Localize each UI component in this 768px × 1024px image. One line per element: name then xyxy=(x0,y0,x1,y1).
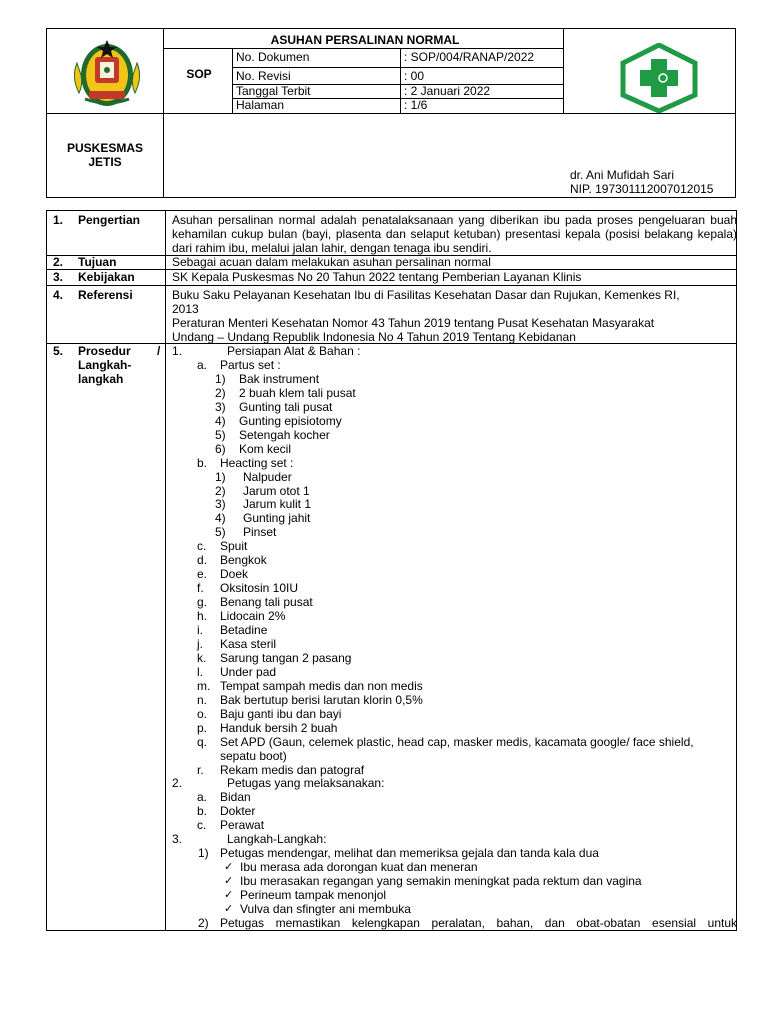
procedure-text: Pinset xyxy=(243,525,277,540)
meta-row-revision xyxy=(232,69,562,83)
procedure-text: Gunting episiotomy xyxy=(239,413,342,428)
pengertian-text: Asuhan persalinan normal adalah penatalaksanaan yang diberikan ibu pada proses pengeluaran buah kehamilan cukup bulan (bayi, plasenta dan selaput ketuban) presentasi kepala (posisi belakang kepala) dari rahim ibu, melalui jalan lahir, dengan tenaga ibu sendiri. xyxy=(172,213,737,255)
procedure-text: Petugas yang melaksanakan: xyxy=(227,776,385,791)
header-divider xyxy=(47,113,735,114)
list-marker: 2) xyxy=(198,915,209,930)
procedure-text: Dokter xyxy=(220,804,256,819)
referensi-text xyxy=(172,288,737,344)
procedure-list xyxy=(172,344,737,930)
list-marker: i. xyxy=(197,623,203,637)
row-title: Referensi xyxy=(78,288,133,302)
list-marker: 5) xyxy=(215,525,226,540)
list-marker: d. xyxy=(197,553,208,568)
procedure-text: Lidocain 2% xyxy=(220,609,286,624)
procedure-text: Doek xyxy=(220,567,249,582)
list-marker: 4) xyxy=(215,413,226,428)
procedure-text: Bak instrument xyxy=(239,371,320,386)
procedure-text: Rekam medis dan patograf xyxy=(220,762,365,777)
procedure-text: Jarum otot 1 xyxy=(243,483,310,498)
procedure-text: Jarum kulit 1 xyxy=(243,497,312,512)
procedure-text: Under pad xyxy=(220,664,277,679)
institution-name xyxy=(53,141,157,169)
list-marker: 2) xyxy=(215,483,226,498)
list-marker: 1) xyxy=(215,371,226,386)
row-title-slash: / xyxy=(157,344,161,358)
list-marker: 1) xyxy=(215,469,226,484)
list-marker: e. xyxy=(197,567,208,582)
list-marker: 5) xyxy=(215,427,226,442)
list-marker: k. xyxy=(197,650,207,665)
procedure-text: Baju ganti ibu dan bayi xyxy=(220,706,342,721)
tujuan-text: Sebagai acuan dalam melakukan asuhan persalinan normal xyxy=(172,255,491,269)
row-number: 2. xyxy=(53,255,64,269)
list-marker: 3) xyxy=(215,497,226,512)
meta-label: No. Dokumen xyxy=(236,50,310,64)
procedure-text: Set APD (Gaun, celemek plastic, head cap, masker medis, kacamata google/ face shield, xyxy=(220,734,694,749)
procedure-text: Setengah kocher xyxy=(239,427,330,442)
list-marker: h. xyxy=(197,609,208,624)
list-marker: q. xyxy=(197,734,208,749)
sop-label: SOP xyxy=(186,67,212,81)
meta-value: : 00 xyxy=(404,69,425,83)
table-row-divider xyxy=(47,285,736,286)
procedure-text: Ibu merasa ada dorongan kuat dan meneran xyxy=(240,860,478,875)
checkmark-icon: ✓ xyxy=(224,889,234,902)
document-title: ASUHAN PERSALINAN NORMAL xyxy=(270,33,460,47)
row-number: 1. xyxy=(53,213,64,227)
procedure-text: Heacting set : xyxy=(220,455,294,470)
meta-value: : 1/6 xyxy=(404,98,428,112)
header-divider xyxy=(163,48,563,49)
list-marker: p. xyxy=(197,720,208,735)
list-marker: l. xyxy=(197,664,203,679)
row-number: 3. xyxy=(53,270,64,284)
document-header xyxy=(46,28,736,198)
institution-line: PUSKESMAS xyxy=(66,141,143,155)
procedure-text: Langkah-Langkah: xyxy=(227,832,327,847)
checkmark-icon: ✓ xyxy=(224,875,234,888)
procedure-text: Gunting tali pusat xyxy=(239,399,333,414)
procedure-text: Tempat sampah medis dan non medis xyxy=(220,678,423,693)
list-marker: f. xyxy=(197,581,204,596)
list-marker: 2. xyxy=(172,776,183,791)
procedure-text: Oksitosin 10IU xyxy=(220,581,299,596)
row-title-line: Langkah- xyxy=(78,358,132,372)
kebijakan-text: SK Kepala Puskesmas No 20 Tahun 2022 tentang Pemberian Layanan Klinis xyxy=(172,270,582,284)
list-marker: 3. xyxy=(172,832,183,847)
signatory-name: dr. Ani Mufidah Sari xyxy=(570,168,675,182)
procedure-text: Partus set : xyxy=(220,357,281,372)
list-marker: a. xyxy=(197,790,208,805)
procedure-text: Bidan xyxy=(220,790,251,805)
meta-row-document-number xyxy=(232,50,562,64)
procedure-text: Gunting jahit xyxy=(243,511,311,526)
meta-label: Tanggal Terbit xyxy=(236,84,311,98)
procedure-text: Betadine xyxy=(220,623,268,637)
procedure-text: Bengkok xyxy=(220,553,267,568)
list-marker: b. xyxy=(197,804,208,819)
list-marker: 4) xyxy=(215,511,226,526)
procedure-text: Ibu merasakan regangan yang semakin meningkat pada rektum dan vagina xyxy=(240,874,642,889)
list-marker: 3) xyxy=(215,399,226,414)
procedure-text: Nalpuder xyxy=(243,469,292,484)
institution-line: JETIS xyxy=(88,155,122,169)
sop-content-table xyxy=(46,210,737,931)
procedure-text: Perineum tampak menonjol xyxy=(240,888,387,903)
procedure-text: Persiapan Alat & Bahan : xyxy=(227,344,361,358)
meta-value: : SOP/004/RANAP/2022 xyxy=(404,50,535,64)
list-marker: j. xyxy=(197,636,203,651)
procedure-text: Perawat xyxy=(220,818,265,833)
checkmark-icon: ✓ xyxy=(224,861,234,874)
reference-line: Undang – Undang Republik Indonesia No 4 Tahun 2019 Tentang Kebidanan xyxy=(172,330,576,344)
list-marker: r. xyxy=(197,762,204,777)
procedure-text: Kasa steril xyxy=(220,636,277,651)
list-marker: c. xyxy=(197,818,207,833)
meta-row-issue-date xyxy=(232,84,562,98)
procedure-text: Benang tali pusat xyxy=(220,595,313,610)
list-marker: a. xyxy=(197,357,208,372)
list-marker: o. xyxy=(197,706,208,721)
signatory-nip: NIP. 197301112007012015 xyxy=(570,182,714,196)
row-title xyxy=(78,344,164,386)
reference-line: Peraturan Menteri Kesehatan Nomor 43 Tahun 2019 tentang Pusat Kesehatan Masyarakat xyxy=(172,316,655,330)
procedure-text: Petugas memastikan kelengkapan peralatan, bahan, dan obat-obatan esensial untuk xyxy=(220,915,737,930)
list-marker: 6) xyxy=(215,441,226,456)
row-title: Kebijakan xyxy=(78,270,135,284)
checkmark-icon: ✓ xyxy=(224,903,234,915)
row-title: Tujuan xyxy=(78,255,117,269)
list-marker: c. xyxy=(197,539,207,554)
procedure-text: Sarung tangan 2 pasang xyxy=(220,650,352,665)
procedure-text: Handuk bersih 2 buah xyxy=(220,720,338,735)
procedure-text: Kom kecil xyxy=(239,441,292,456)
list-marker: m. xyxy=(197,678,211,693)
reference-line: Buku Saku Pelayanan Kesehatan Ibu di Fasilitas Kesehatan Dasar dan Rujukan, Kemenkes RI, xyxy=(172,288,680,302)
header-divider xyxy=(232,67,563,68)
procedure-text: Bak bertutup berisi larutan klorin 0,5% xyxy=(220,692,423,707)
list-marker: g. xyxy=(197,595,208,610)
puskesmas-logo xyxy=(613,43,705,113)
list-marker: 1. xyxy=(172,344,183,358)
list-marker: 2) xyxy=(215,385,226,400)
reference-line: 2013 xyxy=(172,302,199,316)
list-marker: 1) xyxy=(198,846,209,861)
procedure-text: Petugas mendengar, melihat dan memeriksa gejala dan tanda kala dua xyxy=(220,846,599,861)
procedure-text: sepatu boot) xyxy=(220,748,287,763)
row-title: Pengertian xyxy=(78,213,141,227)
row-title-line: Prosedur xyxy=(78,344,131,358)
meta-label: No. Revisi xyxy=(236,69,291,83)
meta-value: : 2 Januari 2022 xyxy=(404,84,491,98)
row-number: 4. xyxy=(53,288,64,302)
procedure-text: 2 buah klem tali pusat xyxy=(239,385,356,400)
procedure-text: Vulva dan sfingter ani membuka xyxy=(240,902,411,916)
row-number: 5. xyxy=(53,344,64,358)
row-title-line: langkah xyxy=(78,372,124,386)
table-column-divider xyxy=(165,211,166,930)
list-marker: b. xyxy=(197,455,208,470)
regional-emblem-logo xyxy=(65,35,149,109)
list-marker: n. xyxy=(197,692,208,707)
meta-row-page xyxy=(232,98,562,112)
meta-label: Halaman xyxy=(236,98,285,112)
procedure-text: Spuit xyxy=(220,539,248,554)
